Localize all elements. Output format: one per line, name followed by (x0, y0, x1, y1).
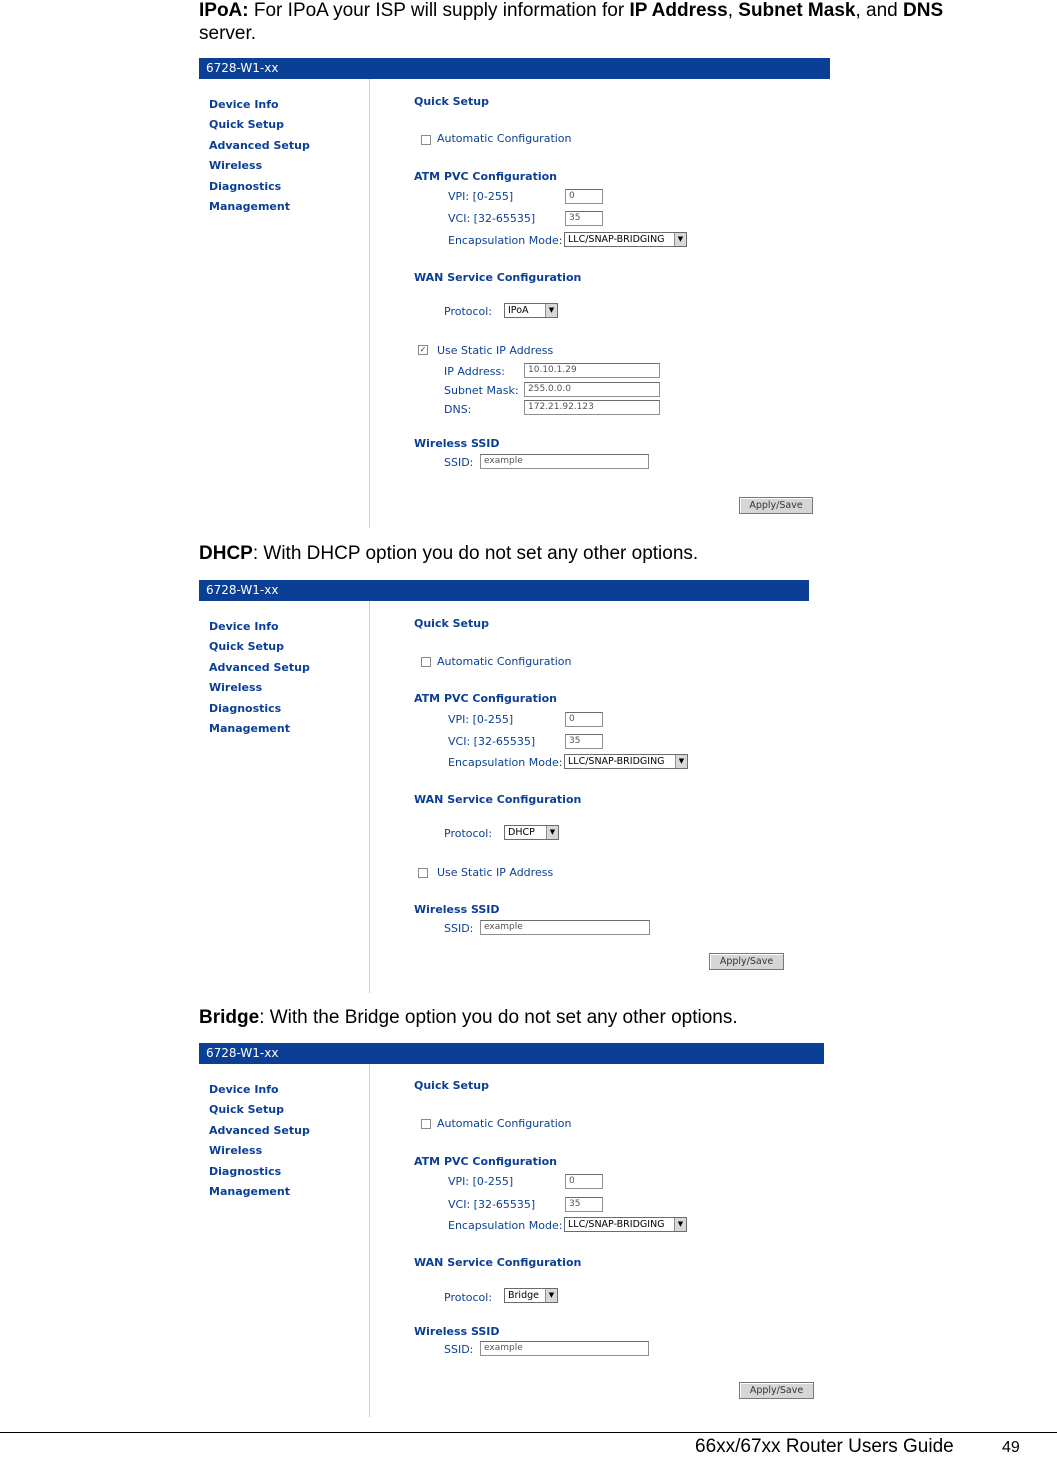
chevron-down-icon: ▼ (675, 755, 687, 768)
dns-term: DNS (903, 0, 944, 21)
encap-select[interactable] (564, 754, 688, 769)
encap-value: LLC/SNAP-BRIDGING (568, 1219, 665, 1230)
bridge-screenshot (199, 1043, 824, 1417)
nav-device-info[interactable]: Device Info (209, 620, 279, 633)
ssid-input[interactable]: example (480, 454, 649, 469)
ip-address-term: IP Address (629, 0, 728, 21)
nav-device-info[interactable]: Device Info (209, 1083, 279, 1096)
window-title: 6728-W1-xx (199, 58, 830, 79)
separator: , and (855, 0, 904, 21)
dhcp-text: : With DHCP option you do not set any other options. (252, 543, 699, 564)
dhcp-label: DHCP (199, 543, 253, 564)
ssid-label: SSID: (444, 456, 474, 469)
sidebar-nav (209, 620, 310, 742)
vpi-input[interactable]: 0 (565, 712, 603, 727)
vci-input[interactable]: 35 (565, 734, 603, 749)
encap-value: LLC/SNAP-BRIDGING (568, 234, 665, 245)
protocol-value: Bridge (508, 1290, 539, 1301)
auto-config-label: Automatic Configuration (437, 1117, 572, 1130)
encap-select[interactable] (564, 232, 687, 247)
vpi-label: VPI: [0-255] (448, 1175, 514, 1188)
vpi-label: VPI: [0-255] (448, 713, 514, 726)
auto-config-checkbox[interactable] (421, 657, 431, 667)
separator: , (727, 0, 739, 21)
bridge-paragraph (199, 1006, 738, 1029)
ipoa-text: For IPoA your ISP will supply information for (248, 0, 630, 21)
chevron-down-icon: ▼ (545, 304, 557, 317)
wireless-heading: Wireless SSID (414, 437, 500, 450)
wan-heading: WAN Service Configuration (414, 793, 582, 806)
page-heading: Quick Setup (414, 617, 489, 630)
static-ip-label: Use Static IP Address (437, 344, 554, 357)
auto-config-checkbox[interactable] (421, 1119, 431, 1129)
apply-save-button[interactable]: Apply/Save (709, 953, 784, 970)
ipoa-label: IPoA: (199, 0, 249, 21)
subnet-mask-label: Subnet Mask: (444, 384, 519, 397)
vpi-input[interactable]: 0 (565, 1174, 603, 1189)
atm-heading: ATM PVC Configuration (414, 1155, 557, 1168)
nav-advanced-setup[interactable]: Advanced Setup (209, 660, 310, 674)
sidebar-nav (209, 1083, 310, 1205)
protocol-select[interactable] (504, 1288, 558, 1303)
window-title: 6728-W1-xx (199, 580, 809, 601)
nav-wireless[interactable]: Wireless (209, 159, 263, 173)
protocol-select[interactable] (504, 825, 559, 840)
footer-rule (0, 1432, 1057, 1433)
bridge-text: : With the Bridge option you do not set any other options. (259, 1007, 738, 1028)
ssid-label: SSID: (444, 922, 474, 935)
nav-diagnostics[interactable]: Diagnostics (209, 179, 282, 193)
subnet-mask-term: Subnet Mask (738, 0, 856, 21)
wan-heading: WAN Service Configuration (414, 271, 582, 284)
nav-device-info[interactable]: Device Info (209, 98, 279, 111)
vpi-label: VPI: [0-255] (448, 190, 514, 203)
static-ip-checkbox[interactable] (418, 868, 428, 878)
dhcp-paragraph (199, 542, 698, 565)
atm-heading: ATM PVC Configuration (414, 692, 557, 705)
vci-label: VCI: [32-65535] (448, 735, 536, 748)
nav-quick-setup[interactable]: Quick Setup (209, 1103, 284, 1117)
window-title: 6728-W1-xx (199, 1043, 824, 1064)
protocol-select[interactable] (504, 303, 558, 318)
auto-config-label: Automatic Configuration (437, 655, 572, 668)
nav-diagnostics[interactable]: Diagnostics (209, 701, 282, 715)
nav-quick-setup[interactable]: Quick Setup (209, 640, 284, 654)
nav-divider (369, 79, 370, 528)
ipoa-screenshot (199, 58, 830, 528)
vci-input[interactable]: 35 (565, 211, 603, 226)
nav-management[interactable]: Management (209, 721, 290, 735)
protocol-label: Protocol: (444, 1291, 493, 1304)
nav-wireless[interactable]: Wireless (209, 681, 263, 695)
dns-label: DNS: (444, 403, 472, 416)
vci-input[interactable]: 35 (565, 1197, 603, 1212)
encap-label: Encapsulation Mode: (448, 234, 563, 247)
vci-label: VCI: [32-65535] (448, 1198, 536, 1211)
footer-guide-title: 66xx/67xx Router Users Guide (695, 1436, 954, 1457)
ssid-input[interactable]: example (480, 1341, 649, 1356)
vci-label: VCI: [32-65535] (448, 212, 536, 225)
wireless-heading: Wireless SSID (414, 903, 500, 916)
nav-advanced-setup[interactable]: Advanced Setup (209, 138, 310, 152)
page-number: 49 (1002, 1439, 1020, 1456)
ip-address-input[interactable]: 10.10.1.29 (524, 363, 660, 378)
bridge-label: Bridge (199, 1007, 260, 1028)
page-heading: Quick Setup (414, 95, 489, 108)
wan-heading: WAN Service Configuration (414, 1256, 582, 1269)
nav-advanced-setup[interactable]: Advanced Setup (209, 1123, 310, 1137)
protocol-value: DHCP (508, 827, 535, 838)
chevron-down-icon: ▼ (674, 1218, 686, 1231)
auto-config-checkbox[interactable] (421, 135, 431, 145)
nav-divider (369, 1064, 370, 1417)
ssid-label: SSID: (444, 1343, 474, 1356)
chevron-down-icon: ▼ (546, 826, 558, 839)
nav-quick-setup[interactable]: Quick Setup (209, 118, 284, 132)
atm-heading: ATM PVC Configuration (414, 170, 557, 183)
nav-wireless[interactable]: Wireless (209, 1144, 263, 1158)
protocol-value: IPoA (508, 305, 529, 316)
protocol-label: Protocol: (444, 305, 493, 318)
ip-address-label: IP Address: (444, 365, 505, 378)
sidebar-nav (209, 98, 310, 220)
ipoa-paragraph (199, 0, 943, 22)
encap-label: Encapsulation Mode: (448, 756, 563, 769)
page-heading: Quick Setup (414, 1079, 489, 1092)
nav-management[interactable]: Management (209, 1184, 290, 1198)
chevron-down-icon: ▼ (674, 233, 686, 246)
chevron-down-icon: ▼ (545, 1289, 557, 1302)
dhcp-screenshot (199, 580, 809, 993)
protocol-label: Protocol: (444, 827, 493, 840)
encap-value: LLC/SNAP-BRIDGING (568, 756, 665, 767)
encap-label: Encapsulation Mode: (448, 1219, 563, 1232)
subnet-mask-input[interactable]: 255.0.0.0 (524, 382, 660, 397)
encap-select[interactable] (564, 1217, 687, 1232)
nav-diagnostics[interactable]: Diagnostics (209, 1164, 282, 1178)
static-ip-checkbox[interactable]: ✓ (419, 345, 427, 354)
static-ip-label: Use Static IP Address (437, 866, 554, 879)
apply-save-button[interactable]: Apply/Save (739, 497, 813, 514)
nav-divider (369, 601, 370, 993)
dns-input[interactable]: 172.21.92.123 (524, 400, 660, 415)
apply-save-button[interactable]: Apply/Save (739, 1382, 814, 1399)
auto-config-label: Automatic Configuration (437, 132, 572, 145)
ssid-input[interactable]: example (480, 920, 650, 935)
ipoa-paragraph-line2: server. (199, 23, 257, 44)
nav-management[interactable]: Management (209, 199, 290, 213)
wireless-heading: Wireless SSID (414, 1325, 500, 1338)
vpi-input[interactable]: 0 (565, 189, 603, 204)
